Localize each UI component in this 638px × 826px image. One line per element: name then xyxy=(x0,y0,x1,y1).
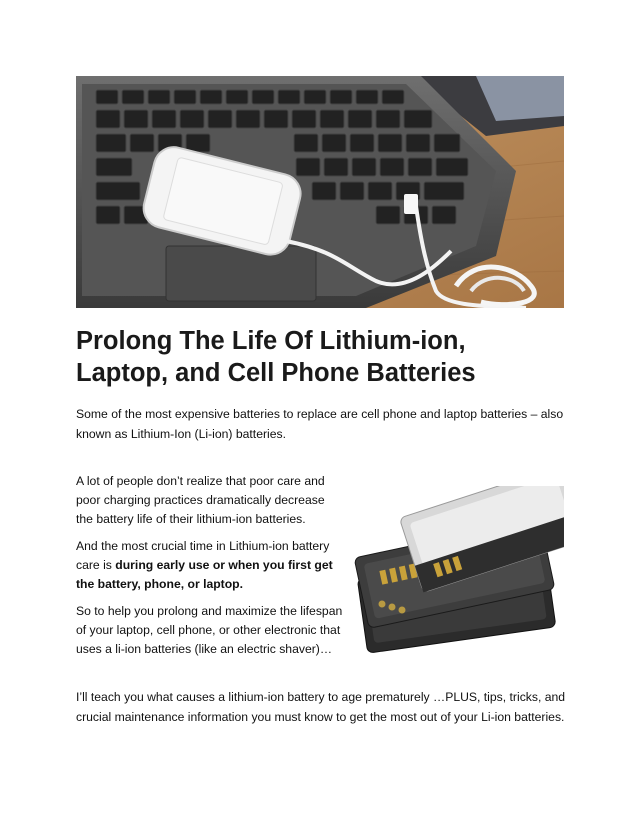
intro-paragraph: Some of the most expensive batteries to replace are cell phone and laptop batteries – also known as Lithium-Ion (Li-ion) batteries. xyxy=(76,407,564,441)
paragraph-poor-care: A lot of people don’t realize that poor care and poor charging practices dramatically decrease the battery life of their lithium-ion batteries. xyxy=(76,474,325,526)
paragraph-crucial-time-text: And the most crucial time in Lithium-ion battery care is xyxy=(76,539,330,572)
paragraph-crucial-time-bold: during early use or when you first get the battery, phone, or laptop. xyxy=(76,558,333,591)
stacked-batteries-illustration xyxy=(342,486,564,654)
title-line-2: Laptop, and Cell Phone Batteries xyxy=(76,359,476,387)
laptop-phone-photo xyxy=(76,76,564,308)
paragraph-crucial-time xyxy=(76,537,344,594)
batteries-photo xyxy=(342,486,564,654)
closing-paragraph: I’ll teach you what causes a lithium-ion battery to age prematurely …PLUS, tips, tricks, and crucial maintenance information you must know to get the most out of your Li-ion batteries. xyxy=(76,690,566,724)
paragraph-prolong-lifespan: So to help you prolong and maximize the lifespan of your laptop, cell phone, or other electronic that uses a li-ion batteries (like an electric shaver)… xyxy=(76,604,343,656)
laptop-charging-phone-illustration xyxy=(76,76,564,308)
wrapped-text-column xyxy=(76,472,344,667)
page-title xyxy=(76,325,576,389)
title-line-1: Prolong The Life Of Lithium-ion, xyxy=(76,327,466,355)
